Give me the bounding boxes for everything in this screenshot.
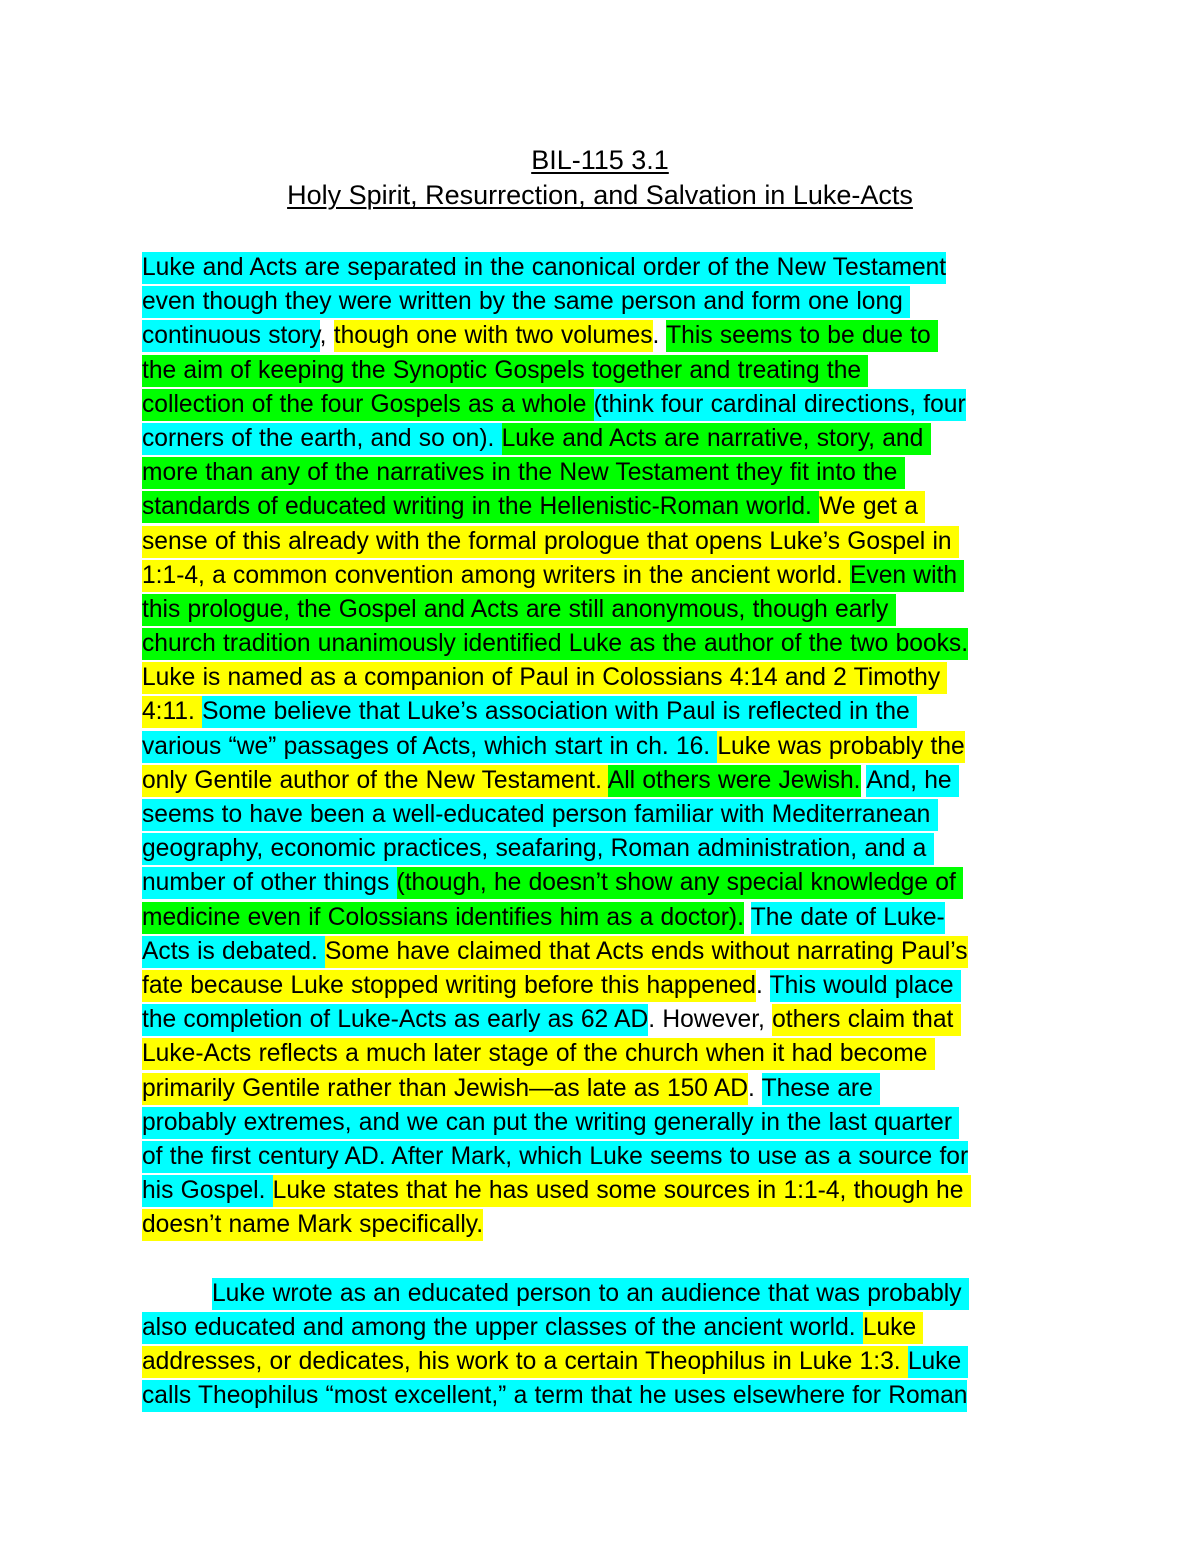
highlighted-text-segment: doesn’t name Mark specifically.	[142, 1209, 483, 1241]
highlighted-text-segment: his Gospel.	[142, 1175, 273, 1207]
highlighted-text-segment: Luke is named as a companion of Paul in Colossians 4:14 and 2 Timothy	[142, 662, 947, 694]
text-line	[142, 1277, 1072, 1311]
highlighted-text-segment: church tradition unanimously identified Luke as the author of the two books.	[142, 628, 968, 660]
highlighted-text-segment: collection of the four Gospels as a whole	[142, 389, 594, 421]
text-line	[142, 319, 1072, 353]
highlighted-text-segment: calls Theophilus “most excellent,” a term that he uses elsewhere for Roman	[142, 1380, 967, 1412]
text-line	[142, 1140, 1072, 1174]
highlighted-text-segment: addresses, or dedicates, his work to a certain Theophilus in Luke 1:3.	[142, 1346, 908, 1378]
text-line	[142, 388, 1072, 422]
text-line	[142, 525, 1072, 559]
text-line	[142, 1379, 1072, 1413]
highlighted-text-segment: Luke wrote as an educated person to an audience that was probably	[212, 1278, 969, 1310]
highlighted-text-segment: Luke and Acts are narrative, story, and	[502, 423, 931, 455]
highlighted-text-segment: And, he	[866, 765, 958, 797]
highlighted-text-segment: .	[748, 1074, 762, 1102]
text-line	[142, 1037, 1072, 1071]
highlighted-text-segment: Even with	[850, 560, 964, 592]
highlighted-text-segment: medicine even if Colossians identifies him as a doctor).	[142, 902, 744, 934]
highlighted-text-segment: This would place	[770, 970, 961, 1002]
text-line	[142, 1345, 1072, 1379]
body-paragraphs	[142, 251, 1072, 1413]
highlighted-text-segment: even though they were written by the same person and form one long	[142, 286, 910, 318]
highlighted-text-segment: All others were Jewish.	[608, 765, 861, 797]
highlighted-text-segment: various “we” passages of Acts, which start in ch. 16.	[142, 731, 717, 763]
highlighted-text-segment: continuous story	[142, 320, 320, 352]
highlighted-text-segment: Luke	[863, 1312, 924, 1344]
text-line	[142, 695, 1072, 729]
text-line	[142, 969, 1072, 1003]
highlighted-text-segment: fate because Luke stopped writing before this happened	[142, 970, 756, 1002]
text-line	[142, 832, 1072, 866]
text-line	[142, 661, 1072, 695]
highlighted-text-segment: We get a	[819, 491, 925, 523]
highlighted-text-segment: The date of Luke-	[751, 902, 945, 934]
highlighted-text-segment: This seems to be due to	[666, 320, 938, 352]
text-line	[142, 285, 1072, 319]
highlighted-text-segment: ,	[319, 322, 334, 350]
text-line	[142, 1106, 1072, 1140]
highlighted-text-segment: this prologue, the Gospel and Acts are still anonymous, though early	[142, 594, 896, 626]
highlighted-text-segment: others claim that	[772, 1004, 960, 1036]
highlighted-text-segment: These are	[762, 1073, 880, 1105]
highlighted-text-segment: Luke-Acts reflects a much later stage of the church when it had become	[142, 1038, 935, 1070]
highlighted-text-segment: (think four cardinal directions, four	[594, 389, 966, 421]
highlighted-text-segment: Luke and Acts are separated in the canonical order of the New Testament	[142, 252, 946, 284]
highlighted-text-segment: .	[755, 971, 770, 999]
text-line	[142, 627, 1072, 661]
text-line	[142, 764, 1072, 798]
text-line	[142, 422, 1072, 456]
highlighted-text-segment: geography, economic practices, seafaring, Roman administration, and a	[142, 833, 934, 865]
highlighted-text-segment: the completion of Luke-Acts as early as 62 AD	[142, 1004, 648, 1036]
highlighted-text-segment: also educated and among the upper classes of the ancient world.	[142, 1312, 863, 1344]
highlighted-text-segment: of the first century AD. After Mark, which Luke seems to use as a source for	[142, 1141, 968, 1173]
highlighted-text-segment: Some believe that Luke’s association with Paul is reflected in the	[202, 696, 917, 728]
highlighted-text-segment: seems to have been a well-educated person familiar with Mediterranean	[142, 799, 938, 831]
text-line	[142, 593, 1072, 627]
highlighted-text-segment: Acts is debated.	[142, 936, 325, 968]
highlighted-text-segment: the aim of keeping the Synoptic Gospels together and treating the	[142, 355, 868, 387]
paragraph-break	[142, 1242, 1072, 1276]
highlighted-text-segment: number of other things	[142, 867, 397, 899]
text-line	[142, 730, 1072, 764]
text-line	[142, 1311, 1072, 1345]
highlighted-text-segment: .	[652, 322, 667, 350]
highlighted-text-segment: . However,	[648, 1006, 773, 1034]
highlighted-text-segment: sense of this already with the formal prologue that opens Luke’s Gospel in	[142, 526, 959, 558]
highlighted-text-segment: probably extremes, and we can put the writing generally in the last quarter	[142, 1107, 959, 1139]
text-line	[142, 1174, 1072, 1208]
highlighted-text-segment: 1:1-4, a common convention among writers in the ancient world.	[142, 560, 850, 592]
highlighted-text-segment: primarily Gentile rather than Jewish—as late as 150 AD	[142, 1073, 748, 1105]
highlighted-text-segment: Luke	[908, 1346, 969, 1378]
highlighted-text-segment: Luke states that he has used some sources in 1:1-4, though he	[273, 1175, 971, 1207]
highlighted-text-segment	[744, 902, 751, 934]
title-block	[0, 143, 1200, 213]
text-line	[142, 798, 1072, 832]
highlighted-text-segment: Some have claimed that Acts ends without narrating Paul’s	[325, 936, 968, 968]
text-line	[142, 1208, 1072, 1242]
text-line	[142, 1072, 1072, 1106]
text-line	[142, 251, 1072, 285]
highlighted-text-segment: (though, he doesn’t show any special knowledge of	[397, 867, 964, 899]
highlighted-text-segment: Luke was probably the	[717, 731, 964, 763]
text-line	[142, 901, 1072, 935]
text-line	[142, 354, 1072, 388]
text-line	[142, 1003, 1072, 1037]
document-subtitle: Holy Spirit, Resurrection, and Salvation in Luke-Acts	[287, 180, 913, 210]
text-line	[142, 490, 1072, 524]
highlighted-text-segment: standards of educated writing in the Hellenistic-Roman world.	[142, 491, 819, 523]
highlighted-text-segment: only Gentile author of the New Testament.	[142, 765, 608, 797]
text-line	[142, 866, 1072, 900]
text-line	[142, 559, 1072, 593]
highlighted-text-segment: more than any of the narratives in the New Testament they fit into the	[142, 457, 905, 489]
highlighted-text-segment: though one with two volumes	[334, 320, 653, 352]
highlighted-text-segment: 4:11.	[142, 696, 202, 728]
text-line	[142, 935, 1072, 969]
document-title: BIL-115 3.1	[531, 145, 669, 175]
highlighted-text-segment: corners of the earth, and so on).	[142, 423, 502, 455]
text-line	[142, 456, 1072, 490]
